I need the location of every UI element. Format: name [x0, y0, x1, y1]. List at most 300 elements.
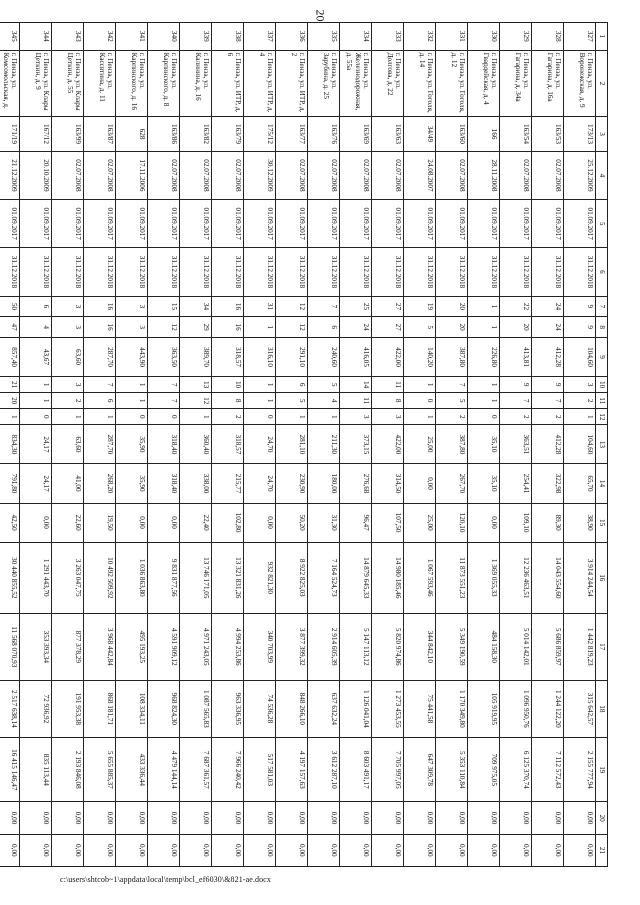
- table-cell: 0,00: [436, 802, 468, 834]
- table-cell: 267,70: [436, 464, 468, 503]
- table-cell: 74 536,28: [244, 680, 276, 737]
- table-cell: 21: [0, 377, 20, 393]
- table-cell: 180,00: [308, 464, 340, 503]
- table-cell: 63,60: [52, 337, 84, 376]
- table-cell: 0,00: [52, 834, 84, 866]
- address-cell: г. Пенза, ул. Воронежская, д. 9: [564, 50, 596, 117]
- address-cell: г. Пенза, ул. Карпинского, д. 16: [116, 50, 148, 117]
- table-cell: 1 369 055,33: [468, 542, 500, 613]
- table-cell: 7 164 524,73: [308, 542, 340, 613]
- table-cell: 17.11.2006: [116, 151, 148, 199]
- table-cell: 2 155 777,94: [564, 738, 596, 802]
- table-cell: 72 936,92: [20, 680, 52, 737]
- address-cell: г. Пенза, ул. Карпинского, д. 8: [148, 50, 180, 117]
- table-cell: 1 067 593,46: [404, 542, 436, 613]
- table-cell: 412,28: [532, 425, 564, 464]
- table-cell: 1: [20, 377, 52, 393]
- table-cell: 1: [0, 409, 20, 425]
- table-cell: 360,40: [180, 425, 212, 464]
- table-cell: 1: [52, 409, 84, 425]
- table-cell: 7: [436, 377, 468, 393]
- table-cell: 163/60: [436, 117, 468, 151]
- table-cell: 254,41: [500, 464, 532, 503]
- table-cell: 31.12.2018: [468, 248, 500, 296]
- table-cell: 12: [180, 393, 212, 409]
- table-cell: 13: [180, 377, 212, 393]
- table-cell: 163/77: [276, 117, 308, 151]
- table-cell: 25,00: [404, 425, 436, 464]
- table-cell: 31.12.2018: [276, 248, 308, 296]
- table-cell: 314,50: [372, 464, 404, 503]
- table-cell: 31.12.2018: [532, 248, 564, 296]
- table-cell: 1 170 349,80: [436, 680, 468, 737]
- table-row: [20, 23, 52, 867]
- table-cell: 4 591 909,12: [148, 613, 180, 680]
- table-cell: 24: [340, 317, 372, 338]
- table-cell: 433 336,44: [116, 738, 148, 802]
- table-cell: 5: [436, 393, 468, 409]
- table-cell: 291,10: [276, 337, 308, 376]
- table-row: [500, 23, 532, 867]
- table-cell: 9: [532, 377, 564, 393]
- table-cell: 0,00: [0, 834, 20, 866]
- table-cell: 8: [212, 393, 244, 409]
- table-cell: 2 914 605,39: [308, 613, 340, 680]
- table-cell: 24,70: [244, 425, 276, 464]
- column-header: 15: [596, 503, 608, 542]
- table-cell: 647 309,78: [404, 738, 436, 802]
- table-cell: 01.09.2017: [180, 200, 212, 248]
- table-cell: 104,60: [564, 337, 596, 376]
- table-cell: 01.09.2017: [212, 200, 244, 248]
- table-cell: 43,67: [20, 337, 52, 376]
- table-cell: 65,70: [564, 464, 596, 503]
- table-cell: 0,00: [564, 834, 596, 866]
- table-cell: 5 820 974,86: [372, 613, 404, 680]
- table-cell: 163/76: [308, 117, 340, 151]
- table-cell: 341: [116, 23, 148, 51]
- table-cell: 11 568 070,93: [0, 613, 20, 680]
- table-cell: 02.07.2008: [500, 151, 532, 199]
- table-cell: 2 517 638,14: [0, 680, 20, 737]
- table-cell: 7: [532, 393, 564, 409]
- table-cell: 25.12.2009: [564, 151, 596, 199]
- table-cell: 1: [564, 409, 596, 425]
- table-cell: 6: [84, 393, 116, 409]
- table-cell: 11: [372, 377, 404, 393]
- address-cell: г. Пенза, ул. Калинина, д. 16: [180, 50, 212, 117]
- table-cell: 2: [532, 409, 564, 425]
- table-cell: 628: [116, 117, 148, 151]
- column-header: 6: [596, 248, 608, 296]
- table-cell: 42,50: [0, 503, 20, 542]
- table-cell: 31.12.2018: [500, 248, 532, 296]
- table-cell: 16 415 146,47: [0, 738, 20, 802]
- table-cell: 7: [308, 296, 340, 317]
- table-cell: 363,51: [500, 425, 532, 464]
- table-cell: 5: [276, 393, 308, 409]
- table-cell: 31.12.2018: [372, 248, 404, 296]
- table-cell: 25: [340, 296, 372, 317]
- table-cell: 02.07.2008: [436, 151, 468, 199]
- table-cell: 226,80: [468, 337, 500, 376]
- table-cell: 342: [84, 23, 116, 51]
- table-cell: 02.07.2008: [212, 151, 244, 199]
- table-cell: 163/63: [372, 117, 404, 151]
- table-cell: 1: [244, 393, 276, 409]
- table-cell: 166: [468, 117, 500, 151]
- table-cell: 31: [244, 296, 276, 317]
- table-cell: 0,00: [116, 503, 148, 542]
- table-cell: 0: [244, 409, 276, 425]
- table-cell: 0,00: [372, 834, 404, 866]
- table-cell: 0,00: [564, 802, 596, 834]
- address-cell: г. Пенза, ул. ИТР, д. 2: [276, 50, 308, 117]
- table-cell: 16: [84, 296, 116, 317]
- table-cell: 7: [148, 393, 180, 409]
- table-cell: 1: [116, 393, 148, 409]
- table-cell: 0,00: [308, 802, 340, 834]
- table-cell: 3 914 244,54: [564, 542, 596, 613]
- table-cell: 0,00: [244, 503, 276, 542]
- table-cell: 413,81: [500, 337, 532, 376]
- table-cell: 38,90: [564, 503, 596, 542]
- table-cell: 10 492 509,92: [84, 542, 116, 613]
- column-header: 20: [596, 802, 608, 834]
- table-cell: 276,68: [340, 464, 372, 503]
- table-cell: 24,17: [20, 425, 52, 464]
- table-cell: 1: [180, 409, 212, 425]
- table-cell: 495 193,25: [116, 613, 148, 680]
- column-header: 8: [596, 317, 608, 338]
- table-cell: 1: [116, 377, 148, 393]
- table-cell: 1: [468, 296, 500, 317]
- table-cell: 215,77: [212, 464, 244, 503]
- table-cell: 0,00: [116, 834, 148, 866]
- table-cell: 02.07.2008: [532, 151, 564, 199]
- column-header: 7: [596, 296, 608, 317]
- table-row: [84, 23, 116, 867]
- table-cell: 3: [564, 377, 596, 393]
- page-number: 20: [313, 9, 328, 22]
- table-row: [564, 23, 596, 867]
- table-cell: 163/86: [148, 117, 180, 151]
- table-cell: 2: [564, 393, 596, 409]
- column-header: 14: [596, 464, 608, 503]
- table-cell: 75 441,58: [404, 680, 436, 737]
- table-cell: 330: [468, 23, 500, 51]
- table-row: [116, 23, 148, 867]
- table-cell: 857,40: [0, 337, 20, 376]
- table-cell: 1: [244, 377, 276, 393]
- table-cell: 01.09.2017: [52, 200, 84, 248]
- table-cell: 0,00: [84, 802, 116, 834]
- column-header: 3: [596, 117, 608, 151]
- table-cell: 96,47: [340, 503, 372, 542]
- table-cell: 9: [500, 377, 532, 393]
- table-cell: 932 821,30: [244, 542, 276, 613]
- table-cell: 7 687 361,57: [180, 738, 212, 802]
- table-cell: 1: [404, 377, 436, 393]
- table-cell: 10: [212, 377, 244, 393]
- table-cell: 791,80: [0, 464, 20, 503]
- table-cell: 5 353 110,84: [436, 738, 468, 802]
- table-cell: 01.09.2017: [340, 200, 372, 248]
- table-cell: 336: [276, 23, 308, 51]
- table-cell: 14 980 185,46: [372, 542, 404, 613]
- table-cell: 16: [212, 296, 244, 317]
- table-cell: 0,00: [436, 834, 468, 866]
- table-cell: 01.09.2017: [0, 200, 20, 248]
- table-cell: 30 440 855,52: [0, 542, 20, 613]
- table-cell: 331: [436, 23, 468, 51]
- table-cell: 63,60: [52, 425, 84, 464]
- table-cell: 3: [116, 296, 148, 317]
- table-cell: 6: [20, 296, 52, 317]
- table-cell: 344: [20, 23, 52, 51]
- table-cell: 338: [212, 23, 244, 51]
- table-cell: 50,20: [276, 503, 308, 542]
- table-cell: 7 705 997,05: [372, 738, 404, 802]
- table-cell: 35,10: [468, 425, 500, 464]
- table-cell: 120,10: [436, 503, 468, 542]
- table-cell: 0,00: [20, 802, 52, 834]
- table-cell: 6: [308, 317, 340, 338]
- table-cell: 173/13: [564, 117, 596, 151]
- table-cell: 7: [148, 377, 180, 393]
- table-cell: 0,00: [148, 834, 180, 866]
- table-cell: 01.09.2017: [20, 200, 52, 248]
- table-cell: 167/12: [20, 117, 52, 151]
- table-cell: 11: [340, 393, 372, 409]
- table-cell: 7 966 240,42: [212, 738, 244, 802]
- table-cell: 0: [20, 409, 52, 425]
- table-cell: 01.09.2017: [308, 200, 340, 248]
- table-cell: 1 442 819,23: [564, 613, 596, 680]
- column-header: 13: [596, 425, 608, 464]
- table-cell: 387,80: [436, 425, 468, 464]
- table-cell: 171/19: [0, 117, 20, 151]
- address-cell: г. Пенза, ул. Железнодорожная, д. 55а: [340, 50, 372, 117]
- table-cell: 0,00: [52, 802, 84, 834]
- data-table-container: [1, 22, 608, 867]
- table-cell: 01.09.2017: [532, 200, 564, 248]
- table-cell: 191 953,38: [52, 680, 84, 737]
- table-cell: 0,00: [532, 802, 564, 834]
- table-cell: 01.09.2017: [148, 200, 180, 248]
- table-cell: 1: [84, 409, 116, 425]
- table-cell: 7: [84, 377, 116, 393]
- table-cell: 15: [148, 296, 180, 317]
- table-cell: 4 479 144,14: [148, 738, 180, 802]
- table-cell: 41,00: [52, 464, 84, 503]
- table-cell: 517 581,03: [244, 738, 276, 802]
- table-cell: 0,00: [532, 834, 564, 866]
- table-cell: 31.12.2018: [436, 248, 468, 296]
- table-cell: 5 686 859,97: [532, 613, 564, 680]
- table-cell: 27: [372, 296, 404, 317]
- table-cell: 316,10: [244, 337, 276, 376]
- table-cell: 01.09.2017: [436, 200, 468, 248]
- table-cell: 3 877 399,32: [276, 613, 308, 680]
- table-cell: 01.09.2017: [500, 200, 532, 248]
- table-row: [180, 23, 212, 867]
- table-cell: 0,00: [372, 802, 404, 834]
- table-cell: 163/99: [52, 117, 84, 151]
- table-cell: 344 842,10: [404, 613, 436, 680]
- table-cell: 50: [0, 296, 20, 317]
- column-header: 19: [596, 738, 608, 802]
- table-cell: 22: [500, 296, 532, 317]
- table-cell: 2: [212, 409, 244, 425]
- table-cell: 01.09.2017: [116, 200, 148, 248]
- table-cell: 4 994 253,86: [212, 613, 244, 680]
- address-cell: г. Пенза, ул. Гагарина, д. 16а: [532, 50, 564, 117]
- table-cell: 0,00: [468, 503, 500, 542]
- table-cell: 5 014 142,01: [500, 613, 532, 680]
- table-cell: 25,00: [404, 503, 436, 542]
- table-cell: 0,00: [84, 834, 116, 866]
- table-cell: 0,00: [340, 802, 372, 834]
- table-row: [148, 23, 180, 867]
- table-cell: 484 158,30: [468, 613, 500, 680]
- table-cell: 12: [276, 296, 308, 317]
- table-cell: 31.12.2018: [52, 248, 84, 296]
- address-cell: г. Пенза, ул. Долгова, д. 22: [372, 50, 404, 117]
- table-cell: 281,10: [276, 425, 308, 464]
- table-cell: 104,60: [564, 425, 596, 464]
- table-cell: 1 244 122,20: [532, 680, 564, 737]
- table-cell: 02.07.2008: [52, 151, 84, 199]
- table-cell: 334: [340, 23, 372, 51]
- table-cell: 345: [0, 23, 20, 51]
- column-header: 10: [596, 377, 608, 393]
- address-cell: г. Пенза, ул. Гагарина, д. 34а: [500, 50, 532, 117]
- table-cell: 0: [148, 409, 180, 425]
- table-cell: 0,00: [20, 503, 52, 542]
- table-cell: 24: [532, 317, 564, 338]
- table-cell: 0,00: [212, 834, 244, 866]
- address-cell: г. Пенза, ул. Комсомольская, д.: [0, 50, 20, 117]
- column-header: 1: [596, 23, 608, 51]
- table-cell: 163/69: [340, 117, 372, 151]
- table-cell: 01.09.2017: [84, 200, 116, 248]
- table-cell: 3: [52, 296, 84, 317]
- table-cell: 11 873 551,23: [436, 542, 468, 613]
- table-row: [276, 23, 308, 867]
- table-cell: 0,00: [404, 464, 436, 503]
- table-cell: 01.09.2017: [372, 200, 404, 248]
- table-cell: 31.12.2018: [148, 248, 180, 296]
- table-row: [468, 23, 500, 867]
- table-cell: 14 879 645,33: [340, 542, 372, 613]
- table-cell: 1: [468, 317, 500, 338]
- table-cell: 0,00: [404, 802, 436, 834]
- table-cell: 12: [276, 317, 308, 338]
- table-row: [436, 23, 468, 867]
- table-cell: 01.09.2017: [468, 200, 500, 248]
- table-cell: 0,00: [212, 802, 244, 834]
- table-cell: 31.12.2018: [180, 248, 212, 296]
- table-cell: 3 968 442,84: [84, 613, 116, 680]
- table-cell: 422,00: [372, 425, 404, 464]
- table-cell: 1: [276, 409, 308, 425]
- table-cell: 3: [340, 409, 372, 425]
- table-cell: 968 824,30: [148, 680, 180, 737]
- table-cell: 20: [500, 317, 532, 338]
- table-cell: 3 612 287,10: [308, 738, 340, 802]
- table-cell: 163/79: [212, 117, 244, 151]
- table-cell: 01.09.2017: [564, 200, 596, 248]
- table-row: [404, 23, 436, 867]
- table-cell: 709 975,05: [468, 738, 500, 802]
- table-cell: 328: [532, 23, 564, 51]
- table-cell: 29: [180, 317, 212, 338]
- table-cell: 31.12.2018: [20, 248, 52, 296]
- table-cell: 4: [20, 317, 52, 338]
- address-cell: г. Пенза, ул. Гвардейская, д. 4: [468, 50, 500, 117]
- table-cell: 22,60: [52, 503, 84, 542]
- table-cell: 318,57: [212, 425, 244, 464]
- table-cell: 335: [308, 23, 340, 51]
- table-cell: 14 043 554,60: [532, 542, 564, 613]
- table-cell: 20: [436, 296, 468, 317]
- table-cell: 35,90: [116, 464, 148, 503]
- table-cell: 353 393,34: [20, 613, 52, 680]
- table-header-row: [596, 23, 608, 867]
- table-cell: 28.11.2008: [468, 151, 500, 199]
- table-cell: 9: [564, 317, 596, 338]
- table-cell: 16: [212, 317, 244, 338]
- table-cell: 412,28: [532, 337, 564, 376]
- table-cell: 7 112 572,43: [532, 738, 564, 802]
- column-header: 12: [596, 409, 608, 425]
- table-cell: 443,90: [116, 337, 148, 376]
- table-cell: 1: [468, 393, 500, 409]
- table-cell: 416,05: [340, 337, 372, 376]
- table-cell: 2 193 846,08: [52, 738, 84, 802]
- table-cell: 0,00: [180, 802, 212, 834]
- table-cell: 02.07.2008: [308, 151, 340, 199]
- table-cell: 340: [148, 23, 180, 51]
- table-cell: 4 197 157,63: [276, 738, 308, 802]
- table-cell: 5 147 113,12: [340, 613, 372, 680]
- table-cell: 3 263 047,75: [52, 542, 84, 613]
- table-cell: 0,00: [244, 802, 276, 834]
- table-cell: 0,00: [276, 802, 308, 834]
- table-cell: 1 087 565,83: [180, 680, 212, 737]
- table-cell: 318,57: [212, 337, 244, 376]
- table-cell: 20: [0, 393, 20, 409]
- table-cell: 19: [404, 296, 436, 317]
- table-cell: 02.07.2008: [84, 151, 116, 199]
- table-cell: 211,30: [308, 425, 340, 464]
- table-cell: 02.07.2008: [180, 151, 212, 199]
- table-cell: 0,00: [500, 802, 532, 834]
- table-cell: 02.07.2008: [340, 151, 372, 199]
- table-cell: 01.09.2017: [404, 200, 436, 248]
- table-cell: 12 236 463,51: [500, 542, 532, 613]
- table-cell: 19,50: [84, 503, 116, 542]
- column-header: 17: [596, 613, 608, 680]
- column-header: 5: [596, 200, 608, 248]
- table-cell: 31.12.2018: [244, 248, 276, 296]
- table-row: [308, 23, 340, 867]
- table-row: [372, 23, 404, 867]
- table-cell: 102,80: [212, 503, 244, 542]
- table-cell: 22,40: [180, 503, 212, 542]
- table-cell: 5: [308, 377, 340, 393]
